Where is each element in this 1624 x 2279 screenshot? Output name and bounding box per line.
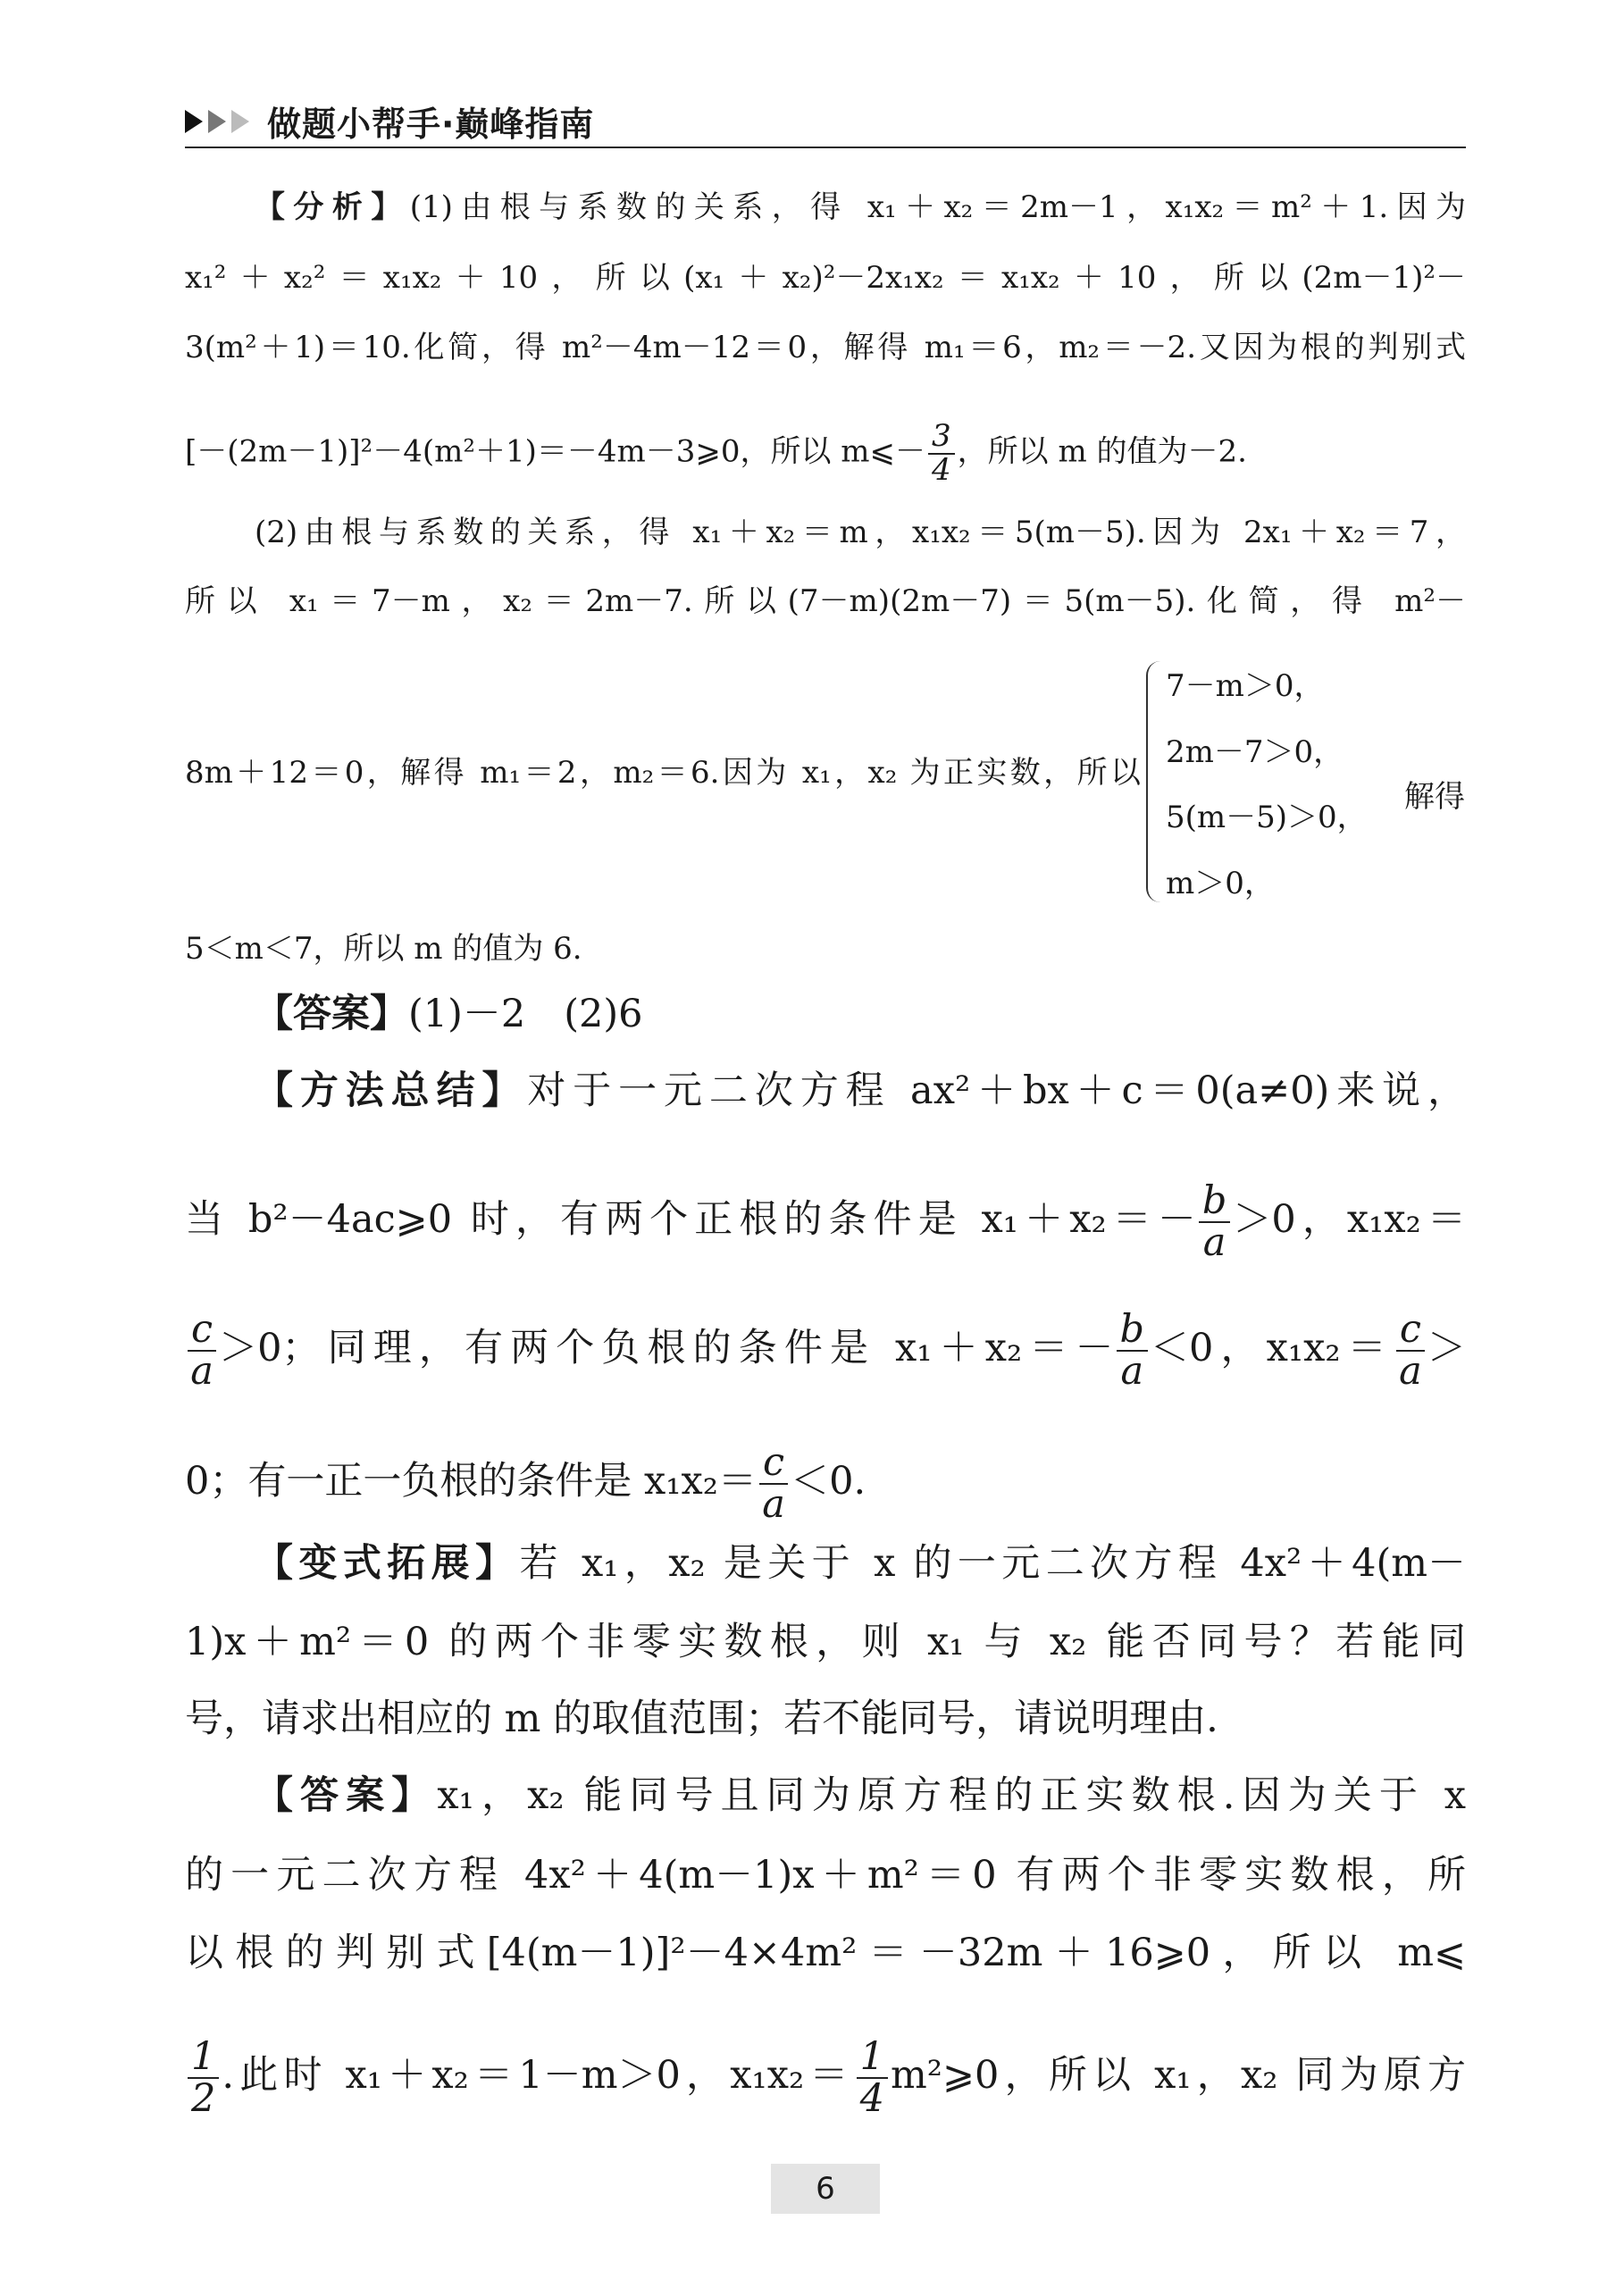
system-row: 7－m＞0， — [1166, 668, 1325, 704]
text-run: x₁，x₂ 能同号且同为原方程的正实数根.因为关于 x — [437, 1773, 1467, 1818]
text-run: (1)由根与系数的关系，得 x₁＋x₂＝2m－1，x₁x₂＝m²＋1.因为 — [409, 189, 1467, 225]
text-line — [185, 992, 1466, 1036]
denominator: a — [1399, 1349, 1422, 1395]
text-run: 若 x₁，x₂ 是关于 x 的一元二次方程 4x²＋4(m－ — [519, 1541, 1467, 1586]
text-line — [185, 1853, 1466, 1898]
numerator: 1 — [188, 2037, 219, 2079]
text-line — [185, 1931, 1466, 1975]
text-line — [185, 1440, 1466, 1528]
fraction — [759, 1440, 788, 1528]
denominator: a — [1202, 1220, 1226, 1266]
text-run: ＞0，x₁x₂＝ — [1233, 1197, 1466, 1243]
text-run: (2)由根与系数的关系，得 x₁＋x₂＝m，x₁x₂＝5(m－5).因为 2x₁＋x₂＝7， — [255, 515, 1466, 550]
fraction — [188, 2034, 219, 2122]
text-run: 当 b²－4ac⩾0 时，有两个正根的条件是 x₁＋x₂＝－ — [185, 1197, 1196, 1243]
text-run: [－(2m－1)]²－4(m²＋1)＝－4m－3⩾0，所以 m⩽－ — [185, 433, 926, 470]
text-line — [185, 1541, 1467, 1586]
system-row: 5(m－5)＞0， — [1166, 800, 1368, 836]
text-run: 5＜m＜7，所以 m 的值为 6. — [185, 931, 582, 967]
text-line — [185, 2034, 1466, 2122]
system-conclusion: 解得 — [1404, 779, 1465, 815]
fraction — [1396, 1307, 1425, 1395]
section-label: 【分析】 — [255, 189, 410, 225]
text-line — [185, 583, 1466, 619]
header-rule — [185, 147, 1466, 148]
denominator: a — [1120, 1349, 1144, 1395]
text-line — [185, 755, 1141, 791]
denominator: a — [190, 1349, 213, 1395]
text-run: ＞0；同理，有两个负根的条件是 x₁＋x₂＝－ — [219, 1326, 1114, 1371]
section-label: 【变式拓展】 — [255, 1541, 520, 1586]
numerator: b — [1117, 1310, 1149, 1352]
text-run: 的一元二次方程 4x²＋4(m－1)x＋m²＝0 有两个非零实数根，所 — [185, 1853, 1466, 1898]
text-line — [185, 1620, 1466, 1664]
triangle-arrow-icon — [185, 110, 203, 133]
text-run: ＞ — [1427, 1326, 1466, 1371]
text-line — [185, 1307, 1466, 1395]
triangle-arrow-icon — [208, 110, 226, 133]
denominator: 4 — [859, 2076, 884, 2122]
text-run: ，所以 m 的值为－2. — [957, 433, 1247, 470]
text-run: 对于一元二次方程 ax²＋bx＋c＝0(a≠0)来说， — [527, 1068, 1466, 1113]
numerator: b — [1199, 1181, 1231, 1223]
inequality-system — [1146, 661, 1368, 902]
denominator: 2 — [191, 2076, 216, 2122]
numerator: c — [1396, 1310, 1425, 1352]
header-title: 做题小帮手·巅峰指南 — [267, 105, 595, 144]
system-row: 2m－7＞0， — [1166, 733, 1344, 770]
text-line — [185, 1773, 1467, 1818]
denominator: 4 — [932, 451, 951, 488]
text-line — [185, 260, 1466, 296]
text-line — [185, 332, 1466, 363]
left-brace-icon — [1146, 661, 1160, 902]
numerator: c — [759, 1443, 788, 1485]
text-line — [185, 1178, 1466, 1266]
running-header — [185, 96, 594, 146]
text-run: x₁²＋x₂²＝x₁x₂＋10，所以(x₁＋x₂)²－2x₁x₂＝x₁x₂＋10，所以(2m－1)²－ — [185, 260, 1466, 296]
text-line — [185, 1068, 1466, 1113]
numerator: c — [188, 1310, 216, 1352]
text-line — [185, 517, 1466, 548]
text-run: 以根的判别式[4(m－1)]²－4×4m²＝－32m＋16⩾0，所以 m⩽ — [185, 1931, 1466, 1975]
fraction — [1199, 1178, 1231, 1266]
text-line — [185, 189, 1467, 225]
text-run: 1)x＋m²＝0 的两个非零实数根，则 x₁ 与 x₂ 能否同号？若能同 — [185, 1620, 1466, 1664]
section-label: 【答案】 — [255, 1773, 438, 1818]
text-run: 3(m²＋1)＝10.化简，得 m²－4m－12＝0，解得 m₁＝6，m₂＝－2.又因为根的判别式 — [185, 330, 1466, 365]
system-row: m＞0， — [1166, 865, 1275, 901]
text-run: m²⩾0，所以 x₁，x₂ 同为原方 — [891, 2053, 1466, 2099]
text-line — [185, 1697, 1466, 1741]
text-run: ＜0，x₁x₂＝ — [1151, 1326, 1394, 1371]
fraction — [857, 2034, 888, 2122]
page-number: 6 — [771, 2164, 880, 2214]
text-run: 所以 x₁＝7－m，x₂＝2m－7.所以(7－m)(2m－7)＝5(m－5).化简，得 m²－ — [185, 583, 1466, 619]
section-label: 【方法总结】 — [255, 1068, 528, 1113]
fraction — [188, 1307, 216, 1395]
text-run: (1)－2 (2)6 — [408, 992, 643, 1036]
fraction — [928, 418, 955, 488]
text-run: .此时 x₁＋x₂＝1－m＞0，x₁x₂＝ — [222, 2053, 854, 2099]
text-line — [185, 418, 1466, 488]
text-run: 0；有一正一负根的条件是 x₁x₂＝ — [185, 1459, 758, 1504]
text-run: 号，请求出相应的 m 的取值范围；若不能同号，请说明理由. — [185, 1697, 1218, 1741]
section-label: 【答案】 — [255, 992, 408, 1036]
triangle-arrow-icon — [231, 110, 249, 133]
fraction — [1117, 1307, 1149, 1395]
numerator: 3 — [928, 421, 955, 455]
numerator: 1 — [857, 2037, 888, 2079]
denominator: a — [762, 1482, 785, 1528]
text-run: 8m＋12＝0，解得 m₁＝2，m₂＝6.因为 x₁，x₂ 为正实数，所以 — [185, 755, 1141, 791]
text-run: ＜0. — [791, 1459, 866, 1504]
text-line — [185, 931, 1466, 967]
